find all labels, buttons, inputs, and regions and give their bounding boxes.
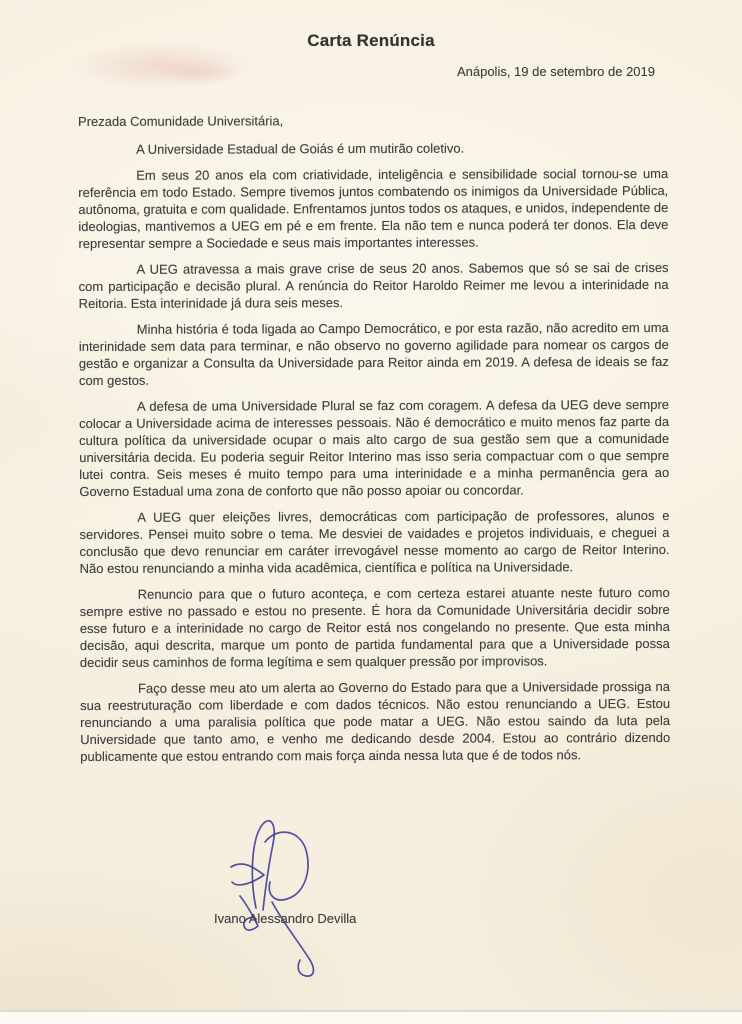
letter-title: Carta Renúncia <box>307 31 435 50</box>
letter-paragraph: Em seus 20 anos ela com criatividade, inteligência e sensibilidade social tornou-se uma referência em todo Estado. Sempre tivemos juntos combatendo os inimigos da Universidade Pública, autônoma, gratuita e com qualidade. Enfrentamos juntos todos os ataques, e unidos, independente de ideologias, mantivemos a UEG em pé e em frente. Ela não tem e nunca poderá ter donos. Ela deve representar sempre a Sociedade e seus mais importantes interesses. <box>78 165 669 251</box>
photo-bottom-edge <box>0 1010 742 1024</box>
letter-paragraph: A UEG atravessa a mais grave crise de seus 20 anos. Sabemos que só se sai de crises com participação e decisão plural. A renúncia do Reitor Haroldo Reimer me levou a interinidade na Reitoria. Esta interinidade já dura seis meses. <box>78 259 669 311</box>
letter-paragraph: A UEG quer eleições livres, democráticas com participação de professores, alunos e servidores. Pensei muito sobre o tema. Me desviei de vaidades e projetos individuais, e cheguei a conclusão que devo renunciar em caráter irrevogável nesse momento ao cargo de Reitor Interino. Não estou renunciando a minha vida acadêmica, científica e política na Universidade. <box>79 507 670 576</box>
signature-ink-icon <box>220 810 340 990</box>
letter-paragraphs <box>78 139 670 765</box>
letter-paragraph: A Universidade Estadual de Goiás é um mutirão coletivo. <box>136 140 465 157</box>
letter-salutation: Prezada Comunidade Universitária, <box>78 113 284 129</box>
letter-paragraph: Faço desse meu ato um alerta ao Governo do Estado para que a Universidade prossiga na sua reestruturação com liberdade e com dados técnicos. Não estou renunciando a UEG. Estou renunciando a uma paralisia política que pode matar a UEG. Não estou saindo da luta pela Universidade que tanto amo, e venho me dedicando desde 2004. Estou ao contrário dizendo publicamente que estou entrando com mais força ainda nessa luta que é de todos nós. <box>80 678 671 764</box>
letter-paragraph: Renuncio para que o futuro aconteça, e com certeza estarei atuante neste futuro como sempre estive no passado e estou no presente. É hora da Comunidade Universitária decidir sobre esse futuro e a interinidade no cargo de Reitor está nos congelando no presente. Que esta minha decisão, aqui descrita, marque um ponto de partida fundamental para que a Universidade possa decidir seus caminhos de forma legítima e sem qualquer pressão por improvisos. <box>79 584 670 670</box>
letter-paragraph: A defesa de uma Universidade Plural se faz com coragem. A defesa da UEG deve sempre colocar a Universidade acima de interesses pessoais. Não é democrático e muito menos faz parte da cultura política da universidade ocupar o mais alto cargo de sua gestão sem que a comunidade universitária decida. Eu poderia seguir Reitor Interino mas isso seria compactuar com o que sempre lutei contra. Seis meses é muito tempo para uma interinidade e a minha permanência gera ao Governo Estadual uma zona de conforto que não posso apoiar ou concordar. <box>79 396 670 499</box>
letter-dateline: Anápolis, 19 de setembro de 2019 <box>456 64 655 79</box>
letter-body <box>78 111 670 774</box>
signature-name: Ivano Alessandro Devilla <box>214 911 357 926</box>
letter-paragraph: Minha história é toda ligada ao Campo Democrático, e por esta razão, não acredito em uma interinidade sem data para terminar, e não observo no governo agilidade para nomear os cargos de gestão e organizar a Consulta da Universidade para Reitor ainda em 2019. A defesa de ideais se faz com gestos. <box>78 319 669 388</box>
